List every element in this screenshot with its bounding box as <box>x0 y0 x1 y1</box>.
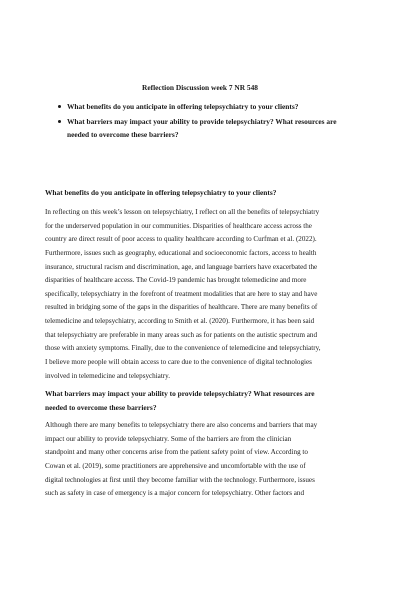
paragraph-line: insurance, structural racism and discrimination, age, and language barriers have exacerbated the <box>45 262 318 271</box>
paragraph-line: that telepsychiatry are preferable in many areas such as for patients on the autistic spectrum and <box>45 330 318 339</box>
paragraph-line: Cowan et al. (2019), some practitioners are apprehensive and uncomfortable with the use of <box>45 461 306 470</box>
question-item <box>52 115 352 142</box>
paragraph-line: impact our ability to provide telepsychiatry. Some of the barriers are from the clinician <box>45 434 292 443</box>
question-list <box>52 100 352 143</box>
paragraph-barriers <box>45 419 355 501</box>
paragraph-benefits <box>45 206 355 383</box>
paragraph-line: for the underserved population in our communities. Disparities of healthcare access across the <box>45 221 312 230</box>
bullet-icon <box>58 120 61 123</box>
paragraph-line: specifically, telepsychiatry in the forefront of treatment modalities that are here to stay and have <box>45 289 318 298</box>
paragraph-line: digital technologies at first until they become familiar with the technology. Furthermore, issues <box>45 475 315 484</box>
question-text: What benefits do you anticipate in offering telepsychiatry to your clients? <box>67 102 299 111</box>
paragraph-line: country are direct result of poor access to quality healthcare according to Curfman et al. (2022). <box>45 235 317 244</box>
paragraph-line: resulted in bridging some of the gaps in the disparities of healthcare. There are many benefits of <box>45 303 318 312</box>
paragraph-line: In reflecting on this week’s lesson on telepsychiatry, I reflect on all the benefits of telepsychiatry <box>45 208 320 216</box>
paragraph-line: standpoint and many other concerns arise from the patient safety point of view. According to <box>45 448 308 457</box>
paragraph-line: those with anxiety symptoms. Finally, due to the convenience of telemedicine and telepsychiatry, <box>45 344 321 353</box>
section-heading-barriers <box>45 387 365 414</box>
heading-line: What barriers may impact your ability to provide telepsychiatry? What resources are <box>45 389 315 398</box>
question-item <box>52 100 352 114</box>
paragraph-line: such as safety in case of emergency is a major concern for telepsychiatry. Other factors and <box>45 489 305 498</box>
paragraph-line: Furthermore, issues such as geography, educational and socioeconomic factors, access to health <box>45 248 317 257</box>
document-title: Reflection Discussion week 7 NR 548 <box>142 83 258 92</box>
paragraph-line: Although there are many benefits to telepsychiatry there are also concerns and barriers that may <box>45 421 318 429</box>
question-text: What barriers may impact your ability to provide telepsychiatry? What resources are needed to overcome these barriers? <box>67 116 337 140</box>
paragraph-line: telemedicine and telepsychiatry, according to Smith et al. (2020). Furthermore, it has been said <box>45 317 315 325</box>
paragraph-line: disparities of healthcare access. The Covid-19 pandemic has brought telemedicine and more <box>45 276 307 285</box>
paragraph-line: I believe more people will obtain access to care due to the convenience of digital technologies <box>45 357 312 366</box>
heading-line: needed to overcome these barriers? <box>45 402 157 412</box>
section-heading-benefits: What benefits do you anticipate in offering telepsychiatry to your clients? <box>45 188 277 197</box>
bullet-icon <box>58 105 61 108</box>
paragraph-line: involved in telemedicine and telepsychiatry. <box>45 371 171 380</box>
